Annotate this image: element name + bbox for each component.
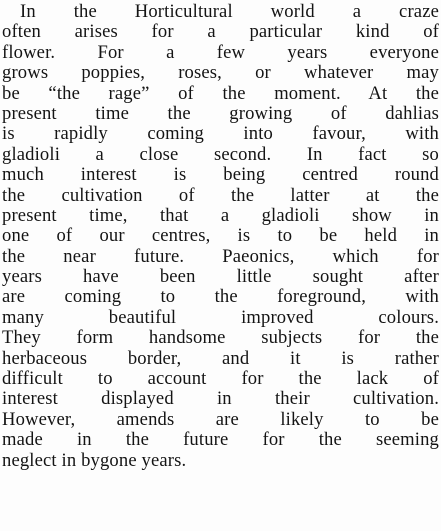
article-line: interest displayed in their cultivation. (2, 389, 439, 410)
article-line: the cultivation of the latter at the (2, 185, 439, 206)
article-line: grows poppies, roses, or whatever may (2, 63, 439, 84)
article-line: In the Horticultural world a craze (20, 2, 439, 22)
article-line: herbaceous border, and it is rather (2, 348, 439, 369)
article-line: gladioli a close second. In fact so (2, 144, 439, 165)
article-line: much interest is being centred round (2, 165, 439, 186)
article-line: However, amends are likely to be (2, 409, 439, 430)
article-line: years have been little sought after (2, 267, 439, 288)
article-line: are coming to the foreground, with (2, 287, 439, 308)
article-line: made in the future for the seeming (2, 430, 439, 451)
article-line: neglect in bygone years. (2, 450, 187, 471)
article-line: present time the growing of dahlias (2, 103, 439, 124)
article-line: often arises for a particular kind of (2, 22, 439, 43)
article-line: many beautiful improved colours. (2, 307, 439, 328)
article-line: flower. For a few years everyone (2, 42, 439, 63)
article-line: difficult to account for the lack of (2, 369, 439, 390)
article-line: present time, that a gladioli show in (2, 205, 439, 226)
article-line: one of our centres, is to be held in (2, 226, 439, 247)
article-line: They form handsome subjects for the (2, 328, 439, 349)
article-line: be “the rage” of the moment. At the (2, 83, 439, 104)
article-line: the near future. Paeonics, which for (2, 246, 439, 267)
article-line: is rapidly coming into favour, with (2, 124, 439, 145)
